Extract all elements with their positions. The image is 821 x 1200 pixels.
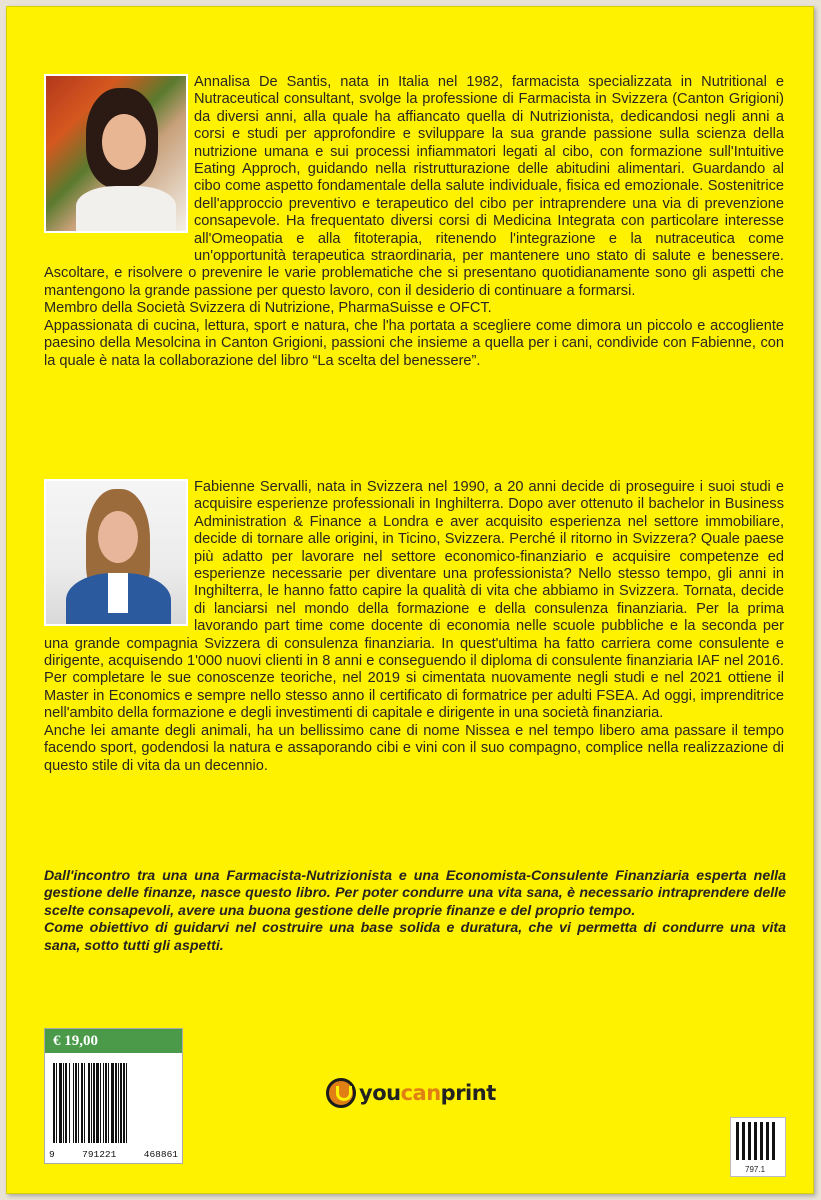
qr-code-number: 797.1 bbox=[745, 1165, 766, 1174]
isbn-number: 9 791221 468861 bbox=[49, 1149, 178, 1160]
blurb-paragraph-1: Dall'incontro tra una una Farmacista-Nutrizionista e una Economista-Consulente Finanziaria esperta nella gestione delle finanze, nasce questo libro. Per poter condurre una vita sana, è necessario intraprendere delle scelte consapevoli, avere una buona gestione delle proprie finanze e del proprio tempo. bbox=[44, 868, 786, 919]
author1-hobbies-text: Appassionata di cucina, lettura, sport e natura, che l'ha portata a scegliere come dimora un piccolo e accogliente paesino della Mesolcina in Canton Grigioni, passioni che insieme a quella per i cani, condivide con Fabienne, con la quale è nata la collaborazione del libro “La scelta del benessere”. bbox=[44, 317, 784, 369]
author1-bio-text: Annalisa De Santis, nata in Italia nel 1982, farmacista specializzata in Nutritional e Nutraceutical consultant, svolge la professione di Farmacista in Svizzera (Canton Grigioni) da diversi anni, alla quale ha affiancato quella di Nutrizionista, dedicandosi negli anni a corsi e studi per approfondire e sviluppare la sua grande passione sulla scienza della nutrizione umana e sui processi infiammatori legati al cibo, con formazione sull'Intuitive Eating Approch, guidando nella ristrutturazione delle abitudini alimentari. Guardando al cibo come aspetto fondamentale della salute individuale, fisica ed emozionale. Sostenitrice dell'approccio preventivo e terapeutico del cibo per intraprendere una via di prevenzione consapevole. Ha frequentato diversi corsi di Medicina Integrata con particolare interesse all'Omeopatia e alla fitoterapia, ritenendo l'integrazione e la nutraceutica come un'opportunità terapeutica straordinaria, per mantenere uno stato di salute e benessere. Ascoltare, e risolvere o prevenire le varie problematiche che si presentano quotidianamente sono gli aspetti che mantengono la grande passione per questo lavoro, con il desiderio di continuare a formarsi. bbox=[44, 74, 784, 299]
publisher-logo-icon bbox=[326, 1078, 356, 1108]
publisher-name: youcanprint bbox=[359, 1081, 496, 1105]
author-bio-fabienne bbox=[44, 479, 784, 775]
barcode-stripe bbox=[127, 1063, 130, 1143]
barcode-label bbox=[44, 1028, 183, 1164]
author2-bio-text: Fabienne Servalli, nata in Svizzera nel 1990, a 20 anni decide di proseguire i suoi studi e acquisire esperienze professionali in Inghilterra. Dopo aver ottenuto il bachelor in Business Administration & Finance a Londra e aver acquisito esperienza nel settore immobiliare, decide di tornare alle origini, in Ticino, Svizzera. Perché il ritorno in Svizzera? Quale paese più adatto per lavorare nel settore economico-finanziario e acquisire competenze ed esperienze necessarie per diventare una professionista? Nello stesso tempo, gli anni in Inghilterra, le hanno fatto capire la qualità di vita che abbiamo in Svizzera. Tornata, decide di lanciarsi nel mondo della formazione e della consulenza finanziaria. Per la prima lavorando part time come docente di economia nelle scuole pubbliche e la seconda per una grande compagnia Svizzera di consulenza finanziaria. In quest'ultima ha fatto carriera come consulente e dirigente, acquisendo 1'000 nuovi clienti in 8 anni e conseguendo il diploma di consulente finanziaria IAF nel 2016. Per completare le sue conoscenze teoriche, nel 2019 si cimentata nuovamente negli studi e nel 2021 ottiene il Master in Economics e sempre nello stesso anno il certificato di formatrice per adulti FSEA. Ad oggi, imprenditrice nell'ambito della formazione e degli investimenti di capitale e dirigente in una società finanziaria. bbox=[44, 479, 784, 722]
qr-code-icon bbox=[736, 1122, 778, 1160]
price-tag: € 19,00 bbox=[45, 1029, 182, 1053]
book-back-cover bbox=[6, 6, 814, 1194]
author2-hobbies-text: Anche lei amante degli animali, ha un bellissimo cane di nome Nissea e nel tempo libero ama passare il tempo facendo sport, godendosi la natura e assaporando cibi e vini con il suo compagno, complice nella realizzazione di questo stile di vita da un decennio. bbox=[44, 722, 784, 774]
author-bio-annalisa bbox=[44, 74, 784, 370]
barcode-icon bbox=[53, 1063, 174, 1143]
qr-code-label bbox=[730, 1117, 786, 1177]
author1-membership-text: Membro della Società Svizzera di Nutrizione, PharmaSuisse e OFCT. bbox=[44, 300, 492, 317]
book-blurb bbox=[44, 868, 786, 955]
blurb-paragraph-2: Come obiettivo di guidarvi nel costruire una base solida e duratura, che vi permetta di condurre una vita sana, sotto tutti gli aspetti. bbox=[44, 920, 786, 954]
publisher-logo bbox=[326, 1073, 496, 1113]
